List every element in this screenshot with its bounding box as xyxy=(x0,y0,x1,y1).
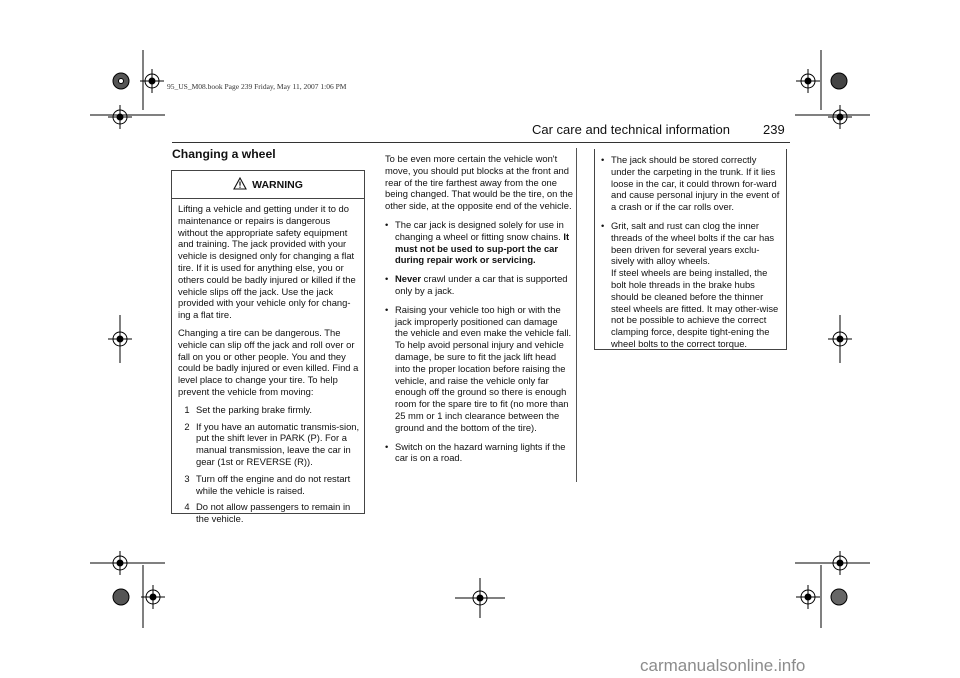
intro-paragraph: To be even more certain the vehicle won't move, you should put blocks at the front and rear of the tire farthest away from the one being changed. That would be the tire, on the other side, at the opposite end of the vehicle. xyxy=(385,153,573,212)
list-item: • Switch on the hazard warning lights if the car is on a road. xyxy=(385,440,566,464)
list-item: • The jack should be stored correctly under the carpeting in the trunk. If it lies loose in the car, it could thrown for-ward and cause personal injury in the event of a crash or if the car rolls over. xyxy=(601,154,780,213)
bullet-icon: • xyxy=(385,273,389,285)
page-number: 239 xyxy=(763,122,785,137)
warning-step: 4 Do not allow passengers to remain in the vehicle. xyxy=(184,501,351,525)
column-two xyxy=(385,153,573,471)
list-item: • Grit, salt and rust can clog the inner threads of the wheel bolts if the car has been driven for several years exclu-sively with alloy wheels. If steel wheels are being installed, the bolt hole threads in the brake hubs should be cleaned before the thinner steel wheels are fitted. It may other-wise not be possible to achieve the correct clamping force, despite tight-ening the wheel bolts to the correct torque. xyxy=(601,219,779,349)
warning-step: 2 If you have an automatic transmis-sion, put the shift lever in PARK (P). For a manual transmission, leave the car in gear (1st or REVERSE (R)). xyxy=(184,420,360,467)
bullet-icon: • xyxy=(601,219,605,231)
warning-heading xyxy=(172,177,364,192)
bullet-icon: • xyxy=(385,303,389,315)
warning-body xyxy=(172,199,364,525)
warning-paragraph: Changing a tire can be dangerous. The vehicle can slip off the jack and roll over or fall on you or other people. You and they could be badly injured or even killed. Find a level place to change your tire. To help prevent the vehicle from moving: xyxy=(178,326,359,397)
section-heading: Changing a wheel xyxy=(172,147,276,161)
bullet-icon: • xyxy=(385,440,389,452)
column-divider xyxy=(576,148,577,482)
warning-step: 1 Set the parking brake firmly. xyxy=(184,403,313,415)
header-title: Car care and technical information xyxy=(532,122,730,137)
footer-watermark: carmanualsonline.info xyxy=(640,656,806,675)
warning-steps xyxy=(178,404,360,525)
column-three-box xyxy=(594,149,787,350)
print-header: 95_US_M08.book Page 239 Friday, May 11, 2007 1:06 PM xyxy=(167,82,347,91)
warning-label: WARNING xyxy=(252,179,303,191)
warning-triangle-icon xyxy=(233,177,247,190)
warning-paragraph: Lifting a vehicle and getting under it to do maintenance or repairs is dangerous without the appropriate safety equipment and training. The jack provided with your vehicle is designed only for changing a flat tire. If it is used for anything else, you or others could be badly injured or killed if the vehicle slips off the jack. Use the jack provided with your vehicle only for chang-ing a flat tire. xyxy=(178,203,356,321)
list-item: • Raising your vehicle too high or with the jack improperly positioned can damage the vehicle and even make the vehicle fall. To help avoid personal injury and vehicle damage, be sure to fit the jack lift head into the proper location before raising the vehicle, and raise the vehicle only far enough off the ground so there is enough room for the spare tire to fit (no more than 25 mm or 1 inch clearance between the ground and the bottom of the tire). xyxy=(385,303,572,433)
warning-step: 3 Turn off the engine and do not restart while the vehicle is raised. xyxy=(184,472,351,496)
bullet-icon: • xyxy=(601,154,605,165)
warning-box xyxy=(171,170,365,525)
bullet-icon: • xyxy=(385,218,389,230)
header-rule xyxy=(172,142,790,143)
list-item: • Never crawl under a car that is supported only by a jack. xyxy=(385,273,568,296)
list-item: • The car jack is designed solely for use in changing a wheel or fitting snow chains. It must not be used to sup-port the car during repair work or servicing. xyxy=(385,218,570,266)
